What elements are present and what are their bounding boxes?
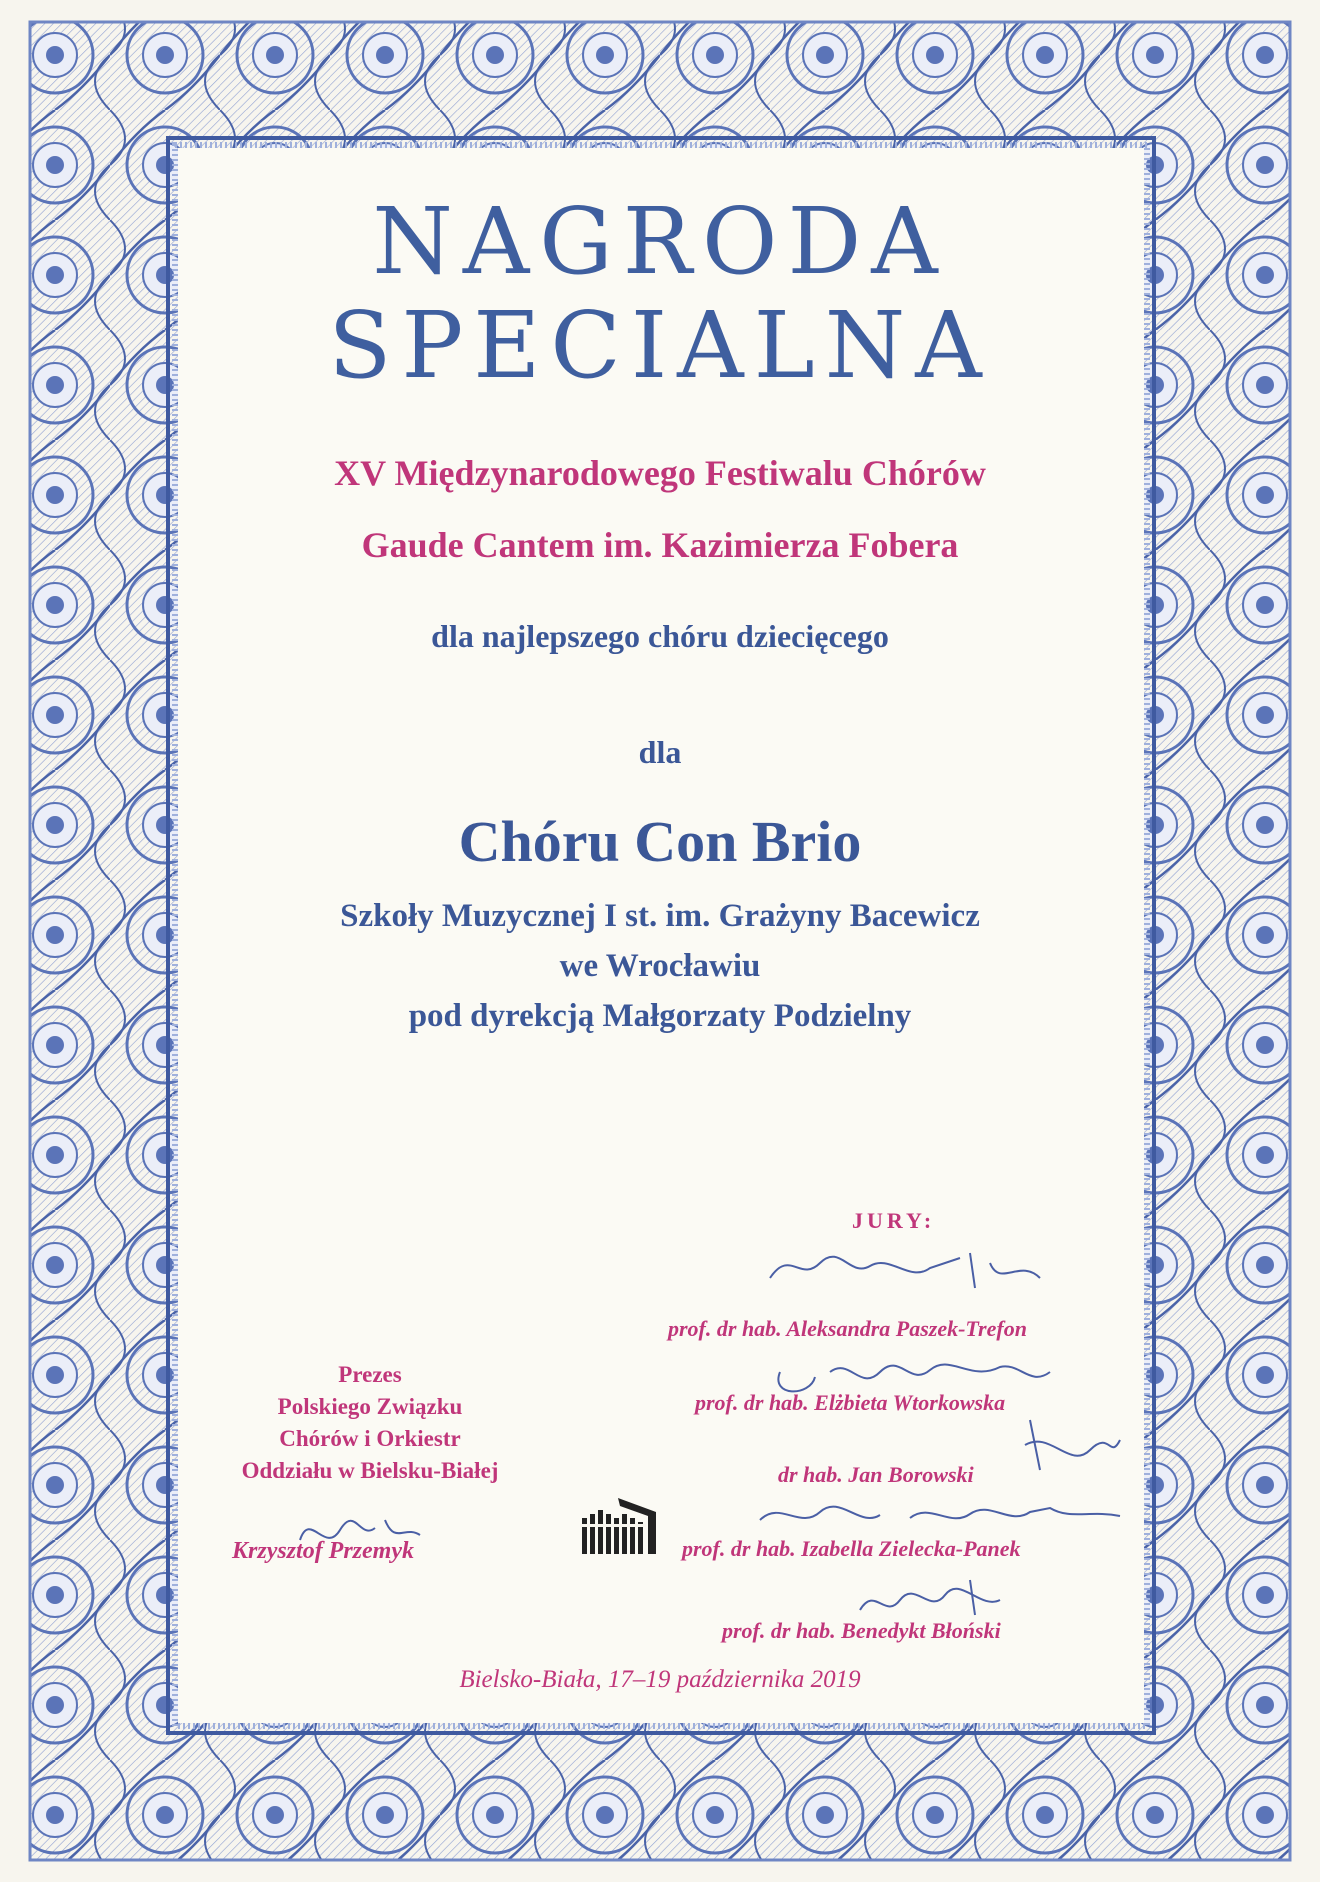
organ-pipes-icon: [578, 1494, 660, 1558]
president-line-3: Chórów i Orkiestr: [279, 1426, 461, 1451]
for-word: dla: [638, 734, 682, 770]
festival-line-2: Gaude Cantem im. Kazimierza Fobera: [361, 525, 959, 565]
festival-line-1: XV Międzynarodowego Festiwalu Chórów: [334, 453, 986, 493]
president-line-1: Prezes: [338, 1362, 402, 1387]
jury-member-1: prof. dr hab. Aleksandra Paszek-Trefon: [668, 1316, 1027, 1341]
president-line-4: Oddziału w Bielsku-Białej: [241, 1458, 499, 1483]
jury-member-3: dr hab. Jan Borowski: [778, 1462, 974, 1487]
title-line-2: SPECIALNA: [328, 292, 992, 399]
jury-member-4: prof. dr hab. Izabella Zielecka-Panek: [682, 1536, 1021, 1561]
jury-member-2: prof. dr hab. Elżbieta Wtorkowska: [695, 1390, 1006, 1415]
school-line-1: Szkoły Muzycznej I st. im. Grażyny Bacewicz: [340, 898, 980, 934]
signature-3: [1010, 1410, 1130, 1480]
recipient: Chóru Con Brio: [458, 809, 862, 874]
school-line-2: we Wrocławiu: [559, 948, 761, 984]
jury-label: JURY:: [852, 1208, 936, 1233]
category: dla najlepszego chóru dziecięcego: [431, 618, 889, 654]
school-line-3: pod dyrekcją Małgorzaty Podzielny: [408, 998, 912, 1034]
title-line-1: NAGRODA: [372, 188, 948, 295]
president-line-2: Polskiego Związku: [277, 1394, 463, 1419]
signature-1: [760, 1238, 1060, 1298]
signature-4: [750, 1490, 1130, 1540]
jury-member-5: prof. dr hab. Benedykt Błoński: [722, 1618, 1001, 1643]
footer-place-date: Bielsko-Biała, 17–19 października 2019: [459, 1666, 861, 1693]
president-name: Krzysztof Przemyk: [232, 1538, 414, 1564]
